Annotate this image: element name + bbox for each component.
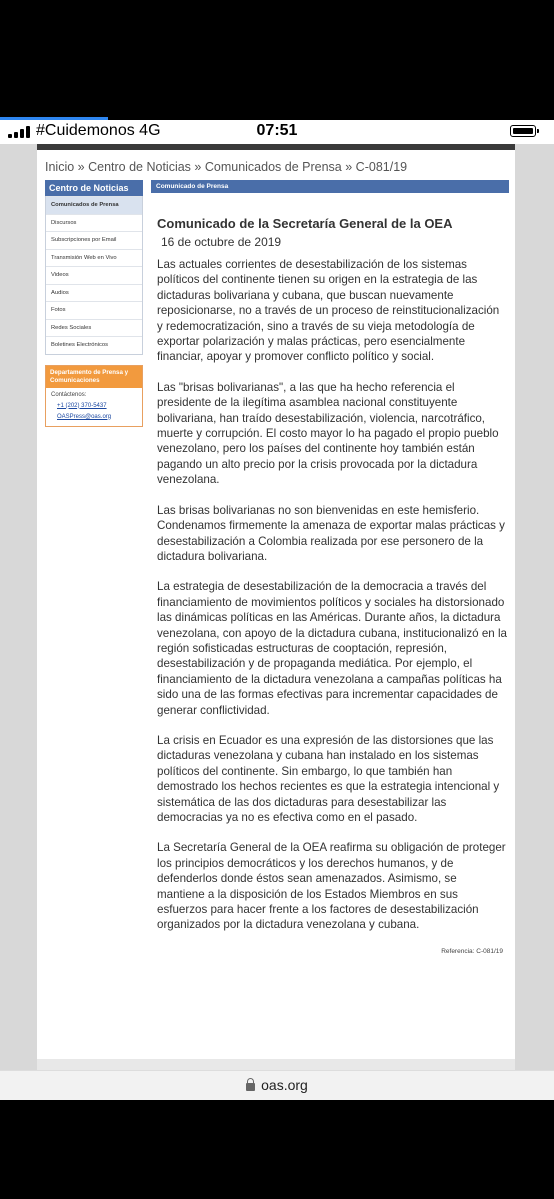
article-reference: Referencia: C-081/19 xyxy=(441,947,503,955)
sidebar-item-fotos[interactable]: Fotos xyxy=(46,301,142,319)
dept-contact-box xyxy=(45,365,143,427)
url-bar[interactable] xyxy=(0,1070,554,1100)
article-paragraph: La crisis en Ecuador es una expresión de las distorsiones que las dictaduras venezolana y cubana han instalado en los sistemas políticos del continente. Sin embargo, lo que también han demostrado los hechos recientes es que la estrategia intencional y sistemática de las dos dictaduras para desestabilizar las democracias ya no es efectiva como en el pasado. xyxy=(157,733,500,824)
lock-icon xyxy=(246,1083,255,1091)
breadcrumb-separator: » xyxy=(194,160,202,174)
article-paragraph: Las "brisas bolivarianas", a las que ha hecho referencia el presidente de la ilegítima asamblea nacional constituyente bolivariana, han traído desestabilización, violencia, narcotráfico, muerte y corrupción. El costo mayor lo ha pagado el propio pueblo venezolano, pero los países del continente hoy también están pagando un alto precio por la crisis provocada por la dictadura venezolana. xyxy=(157,380,499,487)
sidebar-item-boletines[interactable]: Boletines Electrónicos xyxy=(46,336,142,354)
carrier-label: #Cuidemonos 4G xyxy=(36,122,161,139)
article-paragraph: La estrategia de desestabilización de la democracia a través del financiamiento de movimientos políticos y sociales ha distorsionado las dinámicas políticas en las Américas. Durante años, la dictadura venezolana, con apoyo de la dictadura cubana, institucionalizó en la región sofisticadas estructuras de cooptación, represión, desestabilización y de propaganda mediática. Por ejemplo, el financiamiento de la dictadura venezolana a campañas políticas ha sido una de las formas efectivas para incrementar capacidades de generar conflictividad. xyxy=(157,580,507,717)
status-bar xyxy=(0,120,554,144)
url-display[interactable] xyxy=(0,1077,554,1093)
contact-label: Contáctenos: xyxy=(51,391,87,398)
header-strip xyxy=(37,144,515,150)
article-headline: Comunicado de la Secretaría General de la OEA xyxy=(157,216,453,231)
battery-icon xyxy=(510,125,536,137)
article-paragraph: La Secretaría General de la OEA reafirma su obligación de proteger los principios democráticos y los derechos humanos, y de defenderlos donde éstos sean amenazados. Asimismo, se mantiene a la disposición de los Estados Miembros en sus esfuerzos para hacer frente a los factores de desestabilización organizados por la dictadura venezolana y cubana. xyxy=(157,841,506,932)
status-time: 07:51 xyxy=(256,122,298,139)
article-paragraph: Las actuales corrientes de desestabilización de los sistemas políticos del continente tienen su origen en la estrategia de las dictaduras bolivariana y cubana, que buscan nuevamente reposicionarse, no a través de un proceso de reinstitucionalización y redemocratización, sino a través de su vieja metodología de exportar polarización y malas prácticas, pero esencialmente financiar, apoyar y promover conflicto político y social. xyxy=(157,258,500,364)
contact-email-link[interactable]: OASPress@oas.org xyxy=(57,413,112,420)
breadcrumb-comunicados[interactable]: Comunicados de Prensa xyxy=(204,160,342,174)
breadcrumb-current[interactable]: C-081/19 xyxy=(355,160,408,174)
article-date: 16 de octubre de 2019 xyxy=(161,235,282,249)
sidebar xyxy=(45,180,143,427)
sidebar-item-videos[interactable]: Videos xyxy=(46,266,142,284)
dept-title: Departamento de Prensa y Comunicaciones xyxy=(46,366,142,388)
contact-phone-link[interactable]: +1 (202) 370-5437 xyxy=(57,402,107,409)
section-title: Comunicado de Prensa xyxy=(151,180,509,193)
sidebar-item-subscripciones[interactable]: Subscripciones por Email xyxy=(46,231,142,249)
sidebar-item-discursos[interactable]: Discursos xyxy=(46,214,142,232)
web-content[interactable] xyxy=(0,144,554,1070)
article-paragraph: Las brisas bolivarianas no son bienvenidas en este hemisferio. Condenamos firmemente la amenaza de exportar malas prácticas y desestabilización a Colombia realizada por ese personero de la dictadura bolivariana. xyxy=(157,503,505,563)
breadcrumb-inicio[interactable]: Inicio xyxy=(45,160,75,174)
url-domain: oas.org xyxy=(261,1077,308,1093)
page-footer xyxy=(37,1059,515,1070)
sidebar-item-transmision[interactable]: Transmisión Web en Vivo xyxy=(46,249,142,267)
article xyxy=(157,216,507,955)
sidebar-item-audios[interactable]: Audios xyxy=(46,284,142,302)
sidebar-item-comunicados[interactable]: Comunicados de Prensa xyxy=(46,196,142,214)
sidebar-menu xyxy=(45,196,143,355)
breadcrumb-separator: » xyxy=(77,160,85,174)
breadcrumb-separator: » xyxy=(345,160,353,174)
oas-page xyxy=(37,144,515,1070)
breadcrumb xyxy=(45,160,407,174)
sidebar-title[interactable]: Centro de Noticias xyxy=(45,180,143,196)
dept-body xyxy=(46,388,142,426)
breadcrumb-centro-noticias[interactable]: Centro de Noticias xyxy=(88,160,191,174)
sidebar-item-redes[interactable]: Redes Sociales xyxy=(46,319,142,337)
